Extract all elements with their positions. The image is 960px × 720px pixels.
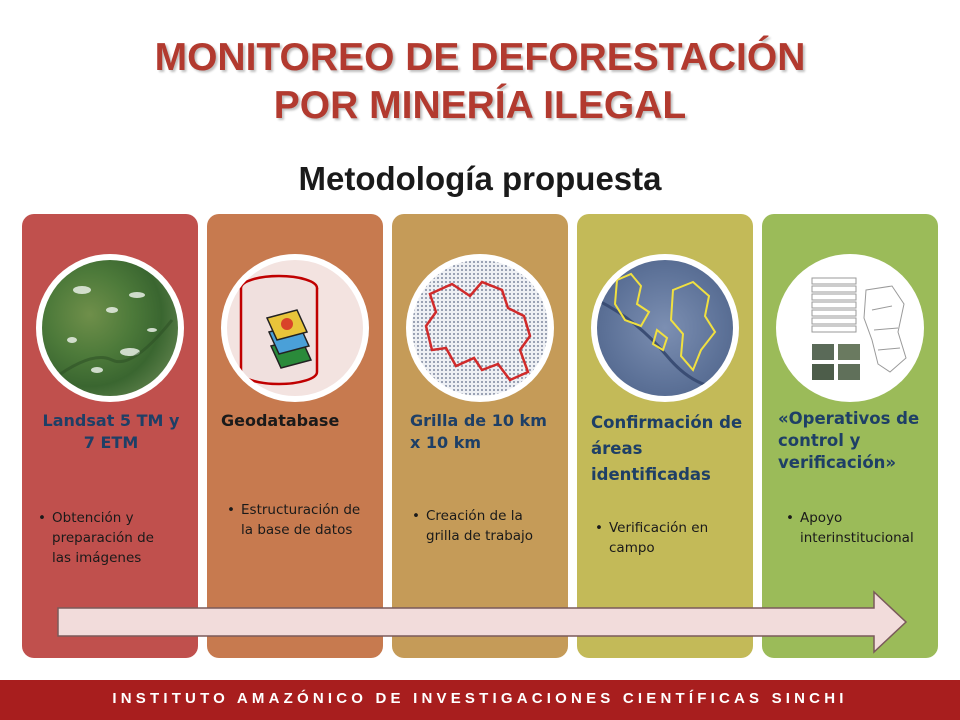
step-bullet: • Creación de la grilla de trabajo: [412, 508, 534, 544]
step-heading: Landsat 5 TM y 7 ETM: [42, 411, 180, 452]
bullet-icon: •: [412, 508, 420, 524]
step-bullet: • Apoyo interinstitucional: [786, 510, 914, 546]
step-heading: Geodatabase: [221, 411, 340, 430]
step-heading: Confirmación de áreas identificadas: [591, 413, 743, 484]
field-map-icon: [591, 254, 739, 402]
step-heading: «Operativos de control y verificación»: [778, 409, 920, 472]
bullet-icon: •: [227, 502, 235, 518]
report-map-icon: [776, 254, 924, 402]
slide-title: [0, 34, 960, 130]
bullet-icon: •: [38, 510, 46, 526]
step-bullet: • Obtención y preparación de las imágenes: [38, 510, 154, 566]
step-bullet: • Verificación en campo: [595, 520, 709, 556]
title-line-1: MONITOREO DE DEFORESTACIÓN: [154, 36, 806, 79]
bullet-icon: •: [786, 510, 794, 526]
process-arrow-shape: [58, 592, 906, 652]
step-bullet: • Estructuración de la base de datos: [227, 502, 361, 538]
process-arrow: [54, 586, 914, 658]
database-icon: [221, 254, 369, 402]
step-heading: Grilla de 10 km x 10 km: [410, 411, 547, 452]
title-line-2: POR MINERÍA ILEGAL: [273, 84, 687, 127]
slide-subtitle: Metodología propuesta: [298, 160, 662, 197]
bullet-icon: •: [595, 520, 603, 536]
satellite-image-icon: [36, 254, 184, 402]
footer-text: INSTITUTO AMAZÓNICO DE INVESTIGACIONES CIENTÍFICAS SINCHI: [112, 690, 848, 707]
grid-map-icon: [406, 254, 554, 402]
